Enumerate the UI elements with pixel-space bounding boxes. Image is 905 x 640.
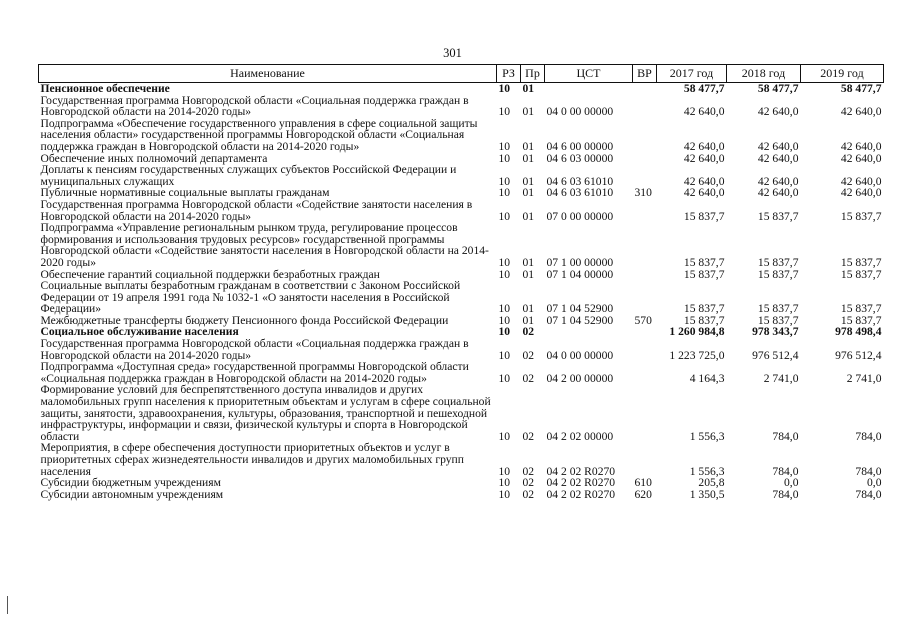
cell-y2018: 978 343,7 xyxy=(752,325,799,339)
cell-y2018: 42 640,0 xyxy=(757,151,799,165)
cell-rz: 10 xyxy=(498,267,511,281)
table-row xyxy=(39,95,884,118)
cell-pr: 01 xyxy=(522,174,535,188)
table-row xyxy=(39,164,884,187)
cell-name: Пенсионное обеспечение xyxy=(40,82,170,95)
cell-y2017: 1 223 725,0 xyxy=(669,348,725,362)
cell-pr: 01 xyxy=(522,105,535,119)
cell-y2019: 784,0 xyxy=(855,464,882,478)
cell-name: Социальное обслуживание населения xyxy=(40,325,239,339)
cell-name: Доплаты к пенсиям государственных служащих субъектов Российской Федерации и муниципальных служащих xyxy=(40,163,457,188)
cell-y2019: 42 640,0 xyxy=(840,151,882,165)
cell-cst: 07 1 00 00000 xyxy=(546,255,614,269)
cell-pr: 02 xyxy=(522,487,535,501)
cell-y2018: 15 837,7 xyxy=(757,209,799,223)
cell-rz: 10 xyxy=(498,487,511,501)
cell-y2018: 2 741,0 xyxy=(763,371,799,385)
cell-y2019: 784,0 xyxy=(855,429,882,443)
cell-y2019: 15 837,7 xyxy=(840,209,882,223)
column-header-name: Наименование xyxy=(39,65,497,83)
cell-y2017: 42 640,0 xyxy=(683,186,725,200)
cell-y2017: 42 640,0 xyxy=(683,105,725,119)
column-header-2019: 2019 год xyxy=(801,65,884,83)
cell-pr: 02 xyxy=(522,429,535,443)
cell-cst: 04 6 03 00000 xyxy=(546,151,614,165)
table-row xyxy=(39,442,884,477)
cell-y2018: 15 837,7 xyxy=(757,313,799,327)
cell-pr: 01 xyxy=(522,139,535,153)
cell-y2017: 58 477,7 xyxy=(683,82,725,95)
cell-rz: 10 xyxy=(498,476,511,490)
table-row xyxy=(39,199,884,222)
cell-name: Подпрограмма «Доступная среда» государственной программы Новгородской области «Социальная поддержка граждан в Новгородской области на 2014-2020 годы» xyxy=(40,360,469,385)
cell-y2018: 15 837,7 xyxy=(757,267,799,281)
cell-cst: 07 0 00 00000 xyxy=(546,209,614,223)
cell-y2017: 4 164,3 xyxy=(689,371,725,385)
column-header-2017: 2017 год xyxy=(657,65,727,83)
table-row xyxy=(39,280,884,315)
cell-y2019: 978 498,4 xyxy=(835,325,882,339)
cell-y2017: 1 350,5 xyxy=(689,487,725,501)
cell-y2018: 976 512,4 xyxy=(752,348,799,362)
table-header-row xyxy=(39,65,884,83)
column-header-vr: ВР xyxy=(633,65,657,83)
cell-y2019: 42 640,0 xyxy=(840,174,882,188)
cell-vr xyxy=(633,338,657,361)
cell-y2017: 15 837,7 xyxy=(683,313,725,327)
page-number: 301 xyxy=(443,46,462,60)
cell-name: Подпрограмма «Обеспечение государственного управления в сфере социальной защиты населения области» государственной программы Новгородской области «Социальная поддержка граждан в Новгородской области на 2014-2020 годы» xyxy=(40,116,478,153)
cell-y2019: 58 477,7 xyxy=(840,82,882,95)
cell-y2017: 1 556,3 xyxy=(689,464,725,478)
cell-vr xyxy=(633,199,657,222)
cell-vr xyxy=(633,95,657,118)
cell-pr: 02 xyxy=(522,464,535,478)
cell-y2019: 15 837,7 xyxy=(840,313,882,327)
cell-name: Обеспечение иных полномочий департамента xyxy=(40,151,268,165)
cell-rz: 10 xyxy=(498,105,511,119)
cell-pr: 01 xyxy=(522,313,535,327)
cell-name: Субсидии автономным учреждениям xyxy=(40,487,224,501)
cell-cst: 04 6 00 00000 xyxy=(546,139,614,153)
cell-vr xyxy=(633,326,657,338)
cell-vr: 610 xyxy=(634,476,652,490)
cell-rz: 10 xyxy=(498,151,511,165)
cell-cst: 04 0 00 00000 xyxy=(546,105,614,119)
cell-vr xyxy=(633,164,657,187)
cell-y2018: 58 477,7 xyxy=(757,82,799,95)
cell-y2017: 15 837,7 xyxy=(683,302,725,316)
cell-y2019: 42 640,0 xyxy=(840,139,882,153)
cell-y2019: 784,0 xyxy=(855,487,882,501)
cell-y2019: 15 837,7 xyxy=(840,302,882,316)
cell-rz: 10 xyxy=(498,255,511,269)
column-header-pr: Пр xyxy=(521,65,545,83)
cell-name: Государственная программа Новгородской области «Социальная поддержка граждан в Новгородской области на 2014-2020 годы» xyxy=(40,93,469,119)
cell-vr: 570 xyxy=(634,313,652,327)
cell-vr xyxy=(633,269,657,281)
cell-pr: 01 xyxy=(522,255,535,269)
cell-cst: 04 2 02 R0270 xyxy=(546,476,616,490)
cell-y2018: 42 640,0 xyxy=(757,139,799,153)
cell-cst xyxy=(545,83,633,95)
cell-vr: 310 xyxy=(634,186,652,200)
cell-name: Формирование условий для беспрепятственного доступа инвалидов и других маломобильных групп населения к приоритетным объектам и услугам в сфере социальной защиты, занятости, здравоохранения, культуры, образования, транспортной и пешеходной инфраструктуры, информации и связи, физической культуры и спорта в Новгородской области xyxy=(40,383,491,443)
cell-cst: 04 2 02 R0270 xyxy=(546,487,616,501)
table-body xyxy=(39,83,884,501)
cell-vr xyxy=(633,222,657,268)
cell-name: Государственная программа Новгородской области «Социальная поддержка граждан в Новгородской области на 2014-2020 годы» xyxy=(40,337,469,362)
cell-pr: 01 xyxy=(522,209,535,223)
cell-vr xyxy=(633,280,657,315)
column-header-rz: РЗ xyxy=(497,65,521,83)
cell-y2017: 15 837,7 xyxy=(683,255,725,269)
cell-rz: 10 xyxy=(498,429,511,443)
cell-name: Социальные выплаты безработным гражданам в соответствии с Законом Российской Федерации от 19 апреля 1991 года № 1032-1 «О занятости населения в Российской Федерации» xyxy=(40,279,461,316)
column-header-2018: 2018 год xyxy=(727,65,801,83)
table-row xyxy=(39,384,884,442)
cell-rz: 10 xyxy=(498,82,511,95)
cell-y2019: 0,0 xyxy=(867,476,882,490)
cell-rz: 10 xyxy=(498,174,511,188)
table-row xyxy=(39,222,884,268)
cell-rz: 10 xyxy=(498,186,511,200)
cell-y2018: 0,0 xyxy=(784,476,799,490)
cell-name: Мероприятия, в сфере обеспечения доступности приоритетных объектов и услуг в приоритетных сферах жизнедеятельности инвалидов и других маломобильных групп населения xyxy=(40,441,464,478)
cell-vr: 620 xyxy=(634,487,652,501)
table-row xyxy=(39,83,884,95)
cell-cst: 04 2 00 00000 xyxy=(546,371,614,385)
table-row xyxy=(39,361,884,384)
cell-y2018: 15 837,7 xyxy=(757,302,799,316)
cell-rz: 10 xyxy=(498,302,511,316)
cell-y2018: 42 640,0 xyxy=(757,174,799,188)
cell-y2019: 976 512,4 xyxy=(835,348,882,362)
cell-y2018: 15 837,7 xyxy=(757,255,799,269)
cell-vr xyxy=(633,384,657,442)
table-row xyxy=(39,338,884,361)
cell-y2018: 784,0 xyxy=(772,464,799,478)
cell-pr: 02 xyxy=(522,348,535,362)
cell-name: Межбюджетные трансферты бюджету Пенсионного фонда Российской Федерации xyxy=(40,313,449,327)
cell-rz: 10 xyxy=(498,139,511,153)
cell-pr: 01 xyxy=(522,267,535,281)
cell-y2017: 15 837,7 xyxy=(683,267,725,281)
cell-pr: 01 xyxy=(522,302,535,316)
cell-y2019: 42 640,0 xyxy=(840,105,882,119)
cell-y2017: 42 640,0 xyxy=(683,151,725,165)
cell-y2017: 15 837,7 xyxy=(683,209,725,223)
cell-rz: 10 xyxy=(498,371,511,385)
cell-y2018: 42 640,0 xyxy=(757,105,799,119)
cell-y2018: 784,0 xyxy=(772,429,799,443)
cell-cst: 04 2 02 00000 xyxy=(546,429,614,443)
cell-rz: 10 xyxy=(498,313,511,327)
cell-y2019: 15 837,7 xyxy=(840,255,882,269)
table-row xyxy=(39,118,884,153)
cell-rz: 10 xyxy=(498,209,511,223)
cell-y2019: 15 837,7 xyxy=(840,267,882,281)
cell-y2017: 205,8 xyxy=(698,476,725,490)
cell-y2017: 42 640,0 xyxy=(683,174,725,188)
cell-vr xyxy=(633,153,657,165)
cell-pr: 01 xyxy=(522,186,535,200)
cell-vr xyxy=(633,83,657,95)
cell-name: Подпрограмма «Управление региональным рынком труда, регулирование процессов формирования и использования трудовых ресурсов» государственной программы Новгородской области «Содействие занятости населения в Новгородской области на 2014-2020 годы» xyxy=(40,221,489,269)
cell-rz: 10 xyxy=(498,325,511,339)
cell-y2017: 42 640,0 xyxy=(683,139,725,153)
cell-vr xyxy=(633,442,657,477)
cell-pr: 02 xyxy=(522,325,535,339)
cell-name: Государственная программа Новгородской области «Содействие занятости населения в Новгородской области на 2014-2020 годы» xyxy=(40,197,473,223)
cell-name: Обеспечение гарантий социальной поддержки безработных граждан xyxy=(40,267,380,281)
cell-y2018: 42 640,0 xyxy=(757,186,799,200)
cell-name: Публичные нормативные социальные выплаты гражданам xyxy=(40,186,330,200)
table-row xyxy=(39,489,884,501)
cell-cst: 04 0 00 00000 xyxy=(546,348,614,362)
cell-y2018: 784,0 xyxy=(772,487,799,501)
cell-rz: 10 xyxy=(498,348,511,362)
cell-y2019: 42 640,0 xyxy=(840,186,882,200)
cell-y2017: 1 556,3 xyxy=(689,429,725,443)
cell-rz: 10 xyxy=(498,464,511,478)
cell-y2017: 1 260 984,8 xyxy=(669,325,725,339)
cell-cst: 04 6 03 61010 xyxy=(546,186,614,200)
cell-cst: 04 6 03 61010 xyxy=(546,174,614,188)
column-header-cst: ЦСТ xyxy=(545,65,633,83)
cell-name: Субсидии бюджетным учреждениям xyxy=(40,476,221,490)
scan-mark xyxy=(7,596,8,614)
cell-pr: 02 xyxy=(522,476,535,490)
cell-cst: 07 1 04 52900 xyxy=(546,302,614,316)
cell-y2019: 2 741,0 xyxy=(846,371,882,385)
cell-cst xyxy=(545,326,633,338)
cell-cst: 04 2 02 R0270 xyxy=(546,464,616,478)
budget-table xyxy=(38,64,884,500)
cell-vr xyxy=(633,118,657,153)
cell-cst: 07 1 04 00000 xyxy=(546,267,614,281)
cell-pr: 01 xyxy=(522,151,535,165)
cell-cst: 07 1 04 52900 xyxy=(546,313,614,327)
cell-vr xyxy=(633,361,657,384)
cell-pr: 01 xyxy=(522,82,535,95)
cell-pr: 02 xyxy=(522,371,535,385)
